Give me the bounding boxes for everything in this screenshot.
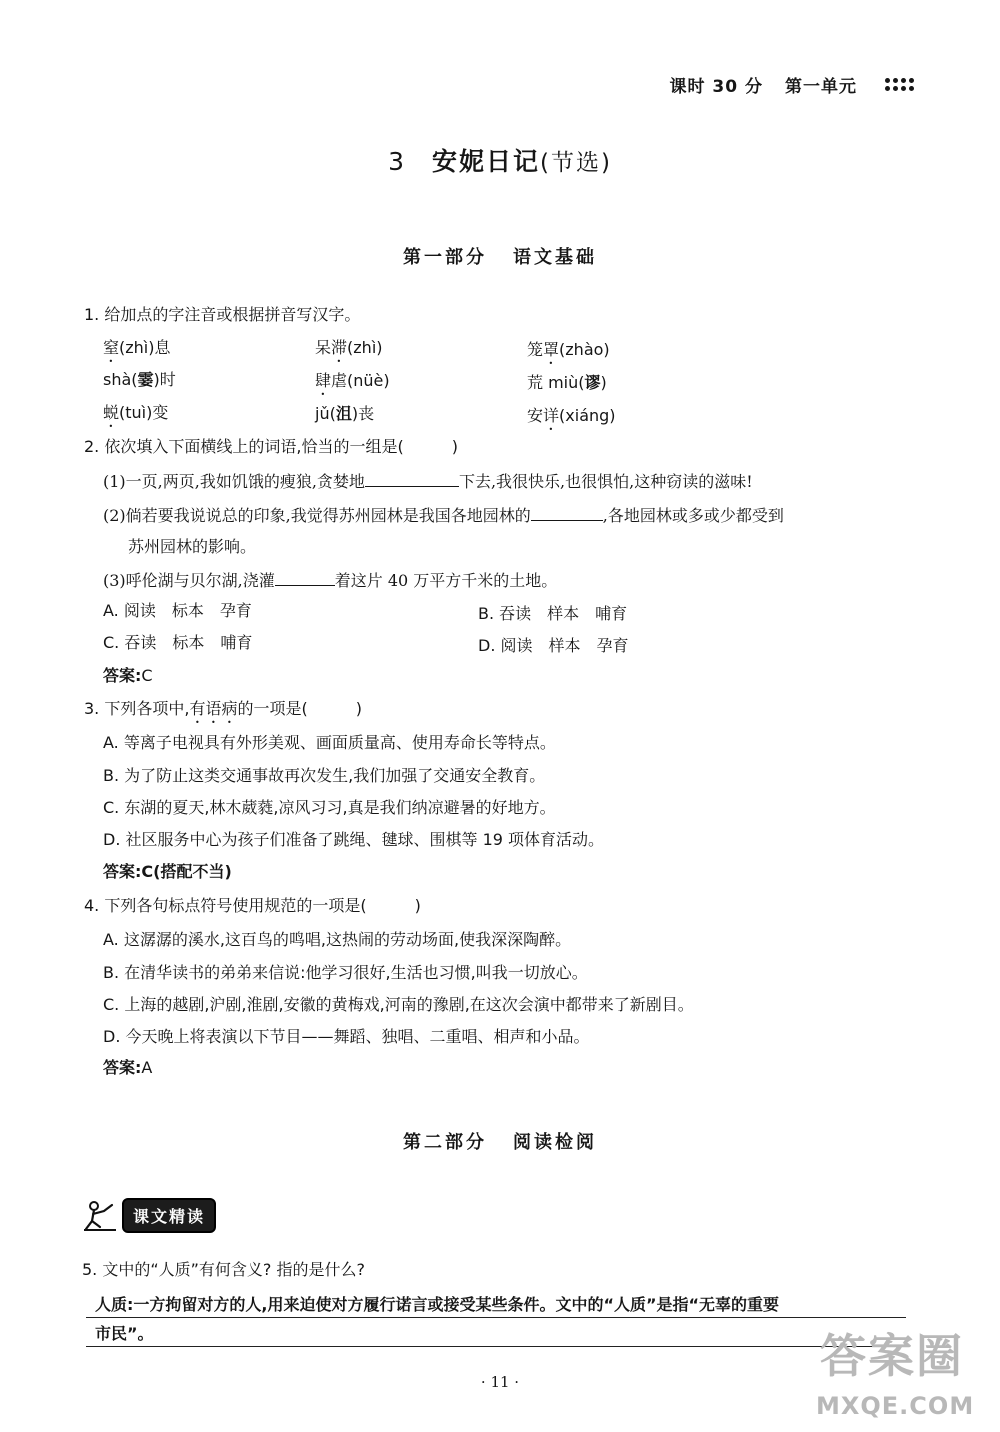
answer-underline (86, 1346, 906, 1347)
q3-option-c: C. 东湖的夏天,林木葳蕤,凉风习习,真是我们纳凉避暑的好地方。 (103, 798, 556, 817)
dots-decoration-icon (885, 78, 914, 91)
reader-figure-icon (82, 1199, 118, 1233)
q1-item: 窒(zhì)息 (103, 338, 171, 357)
q2-option-c: C. 吞读 标本 哺育 (103, 633, 253, 652)
part1-heading (0, 243, 1000, 269)
q4-option-c: C. 上海的越剧,沪剧,淮剧,安徽的黄梅戏,河南的豫剧,在这次会演中都带来了新剧目。 (103, 995, 694, 1014)
q1-stem: 1. 给加点的字注音或根据拼音写汉字。 (84, 305, 361, 324)
close-reading-tag: 课文精读 (122, 1198, 216, 1233)
q1-item: jǔ(沮)丧 (315, 404, 375, 423)
q4-option-b: B. 在清华读书的弟弟来信说:他学习很好,生活也习惯,叫我一切放心。 (103, 963, 588, 982)
q3-answer: 答案:C(搭配不当) (103, 862, 232, 881)
q2-option-a: A. 阅读 标本 孕育 (103, 601, 252, 620)
q2-answer: 答案:C (103, 666, 153, 685)
q5-answer-line-2: 市民”。 (95, 1324, 154, 1343)
lesson-name: 安妮日记 (431, 147, 540, 176)
q2-sentence-2-cont: 苏州园林的影响。 (128, 537, 257, 556)
q2-sentence-3: (3)呼伦湖与贝尔湖,浇灌 着这片 40 万平方千米的土地。 (103, 571, 558, 590)
section-badge (82, 1198, 216, 1233)
q5-stem: 5. 文中的“人质”有何含义? 指的是什么? (82, 1260, 366, 1279)
q3-option-d: D. 社区服务中心为孩子们准备了跳绳、毽球、围棋等 19 项体育活动。 (103, 830, 605, 849)
lesson-time: 课时 30 分 (669, 77, 763, 97)
q1-item: 肆虐(nüè) (315, 371, 390, 390)
q3-option-b: B. 为了防止这类交通事故再次发生,我们加强了交通安全教育。 (103, 766, 546, 785)
unit-label: 第一单元 (785, 77, 857, 97)
q2-stem: 2. 依次填入下面横线上的词语,恰当的一组是( ) (84, 437, 458, 456)
q4-option-a: A. 这潺潺的溪水,这百鸟的鸣唱,这热闹的劳动场面,使我深深陶醉。 (103, 930, 572, 949)
q1-item: shà(霎)时 (103, 370, 176, 389)
q2-sentence-2: (2)倘若要我说说总的印象,我觉得苏州园林是我国各地园林的 ,各地园林或多或少都受到 (103, 506, 784, 525)
q2-option-b: B. 吞读 样本 哺育 (478, 604, 628, 623)
q5-answer-line-1: 人质:一方拘留对方的人,用来迫使对方履行诺言或接受某些条件。文中的“人质”是指“无辜的重要 (95, 1295, 780, 1314)
part2-title: 第二部分 (403, 1132, 487, 1153)
answer-underline (86, 1317, 906, 1318)
q1-item: 安详(xiáng) (527, 406, 616, 425)
q1-item: 笼罩(zhào) (527, 340, 610, 359)
q4-stem: 4. 下列各句标点符号使用规范的一项是( ) (84, 896, 421, 915)
q4-answer: 答案:A (103, 1058, 153, 1077)
page-header (670, 72, 915, 97)
part2-subtitle: 阅读检阅 (513, 1132, 597, 1153)
q1-item: 蜕(tuì)变 (103, 403, 169, 422)
page-number: · 11 · (480, 1373, 520, 1391)
watermark-logo: 答案圈 (820, 1329, 964, 1383)
part1-title: 第一部分 (403, 247, 487, 268)
lesson-number: 3 (388, 147, 406, 176)
q3-stem: 3. 下列各项中,有语病的一项是( ) (84, 699, 362, 718)
part2-heading (0, 1128, 1000, 1154)
lesson-subtitle: (节选) (539, 150, 612, 176)
q3-option-a: A. 等离子电视具有外形美观、画面质量高、使用寿命长等特点。 (103, 733, 556, 752)
lesson-title (0, 142, 1000, 178)
q1-item: 荒 miù(谬) (527, 373, 607, 392)
part1-subtitle: 语文基础 (513, 247, 597, 268)
q2-option-d: D. 阅读 样本 孕育 (478, 636, 629, 655)
watermark-site: MXQE.COM (816, 1392, 975, 1420)
q4-option-d: D. 今天晚上将表演以下节目——舞蹈、独唱、二重唱、相声和小品。 (103, 1027, 590, 1046)
q2-sentence-1: (1)一页,两页,我如饥饿的瘦狼,贪婪地 下去,我很快乐,也很惧怕,这种窃读的滋味! (103, 472, 753, 491)
q1-item: 呆滞(zhì) (315, 338, 383, 357)
